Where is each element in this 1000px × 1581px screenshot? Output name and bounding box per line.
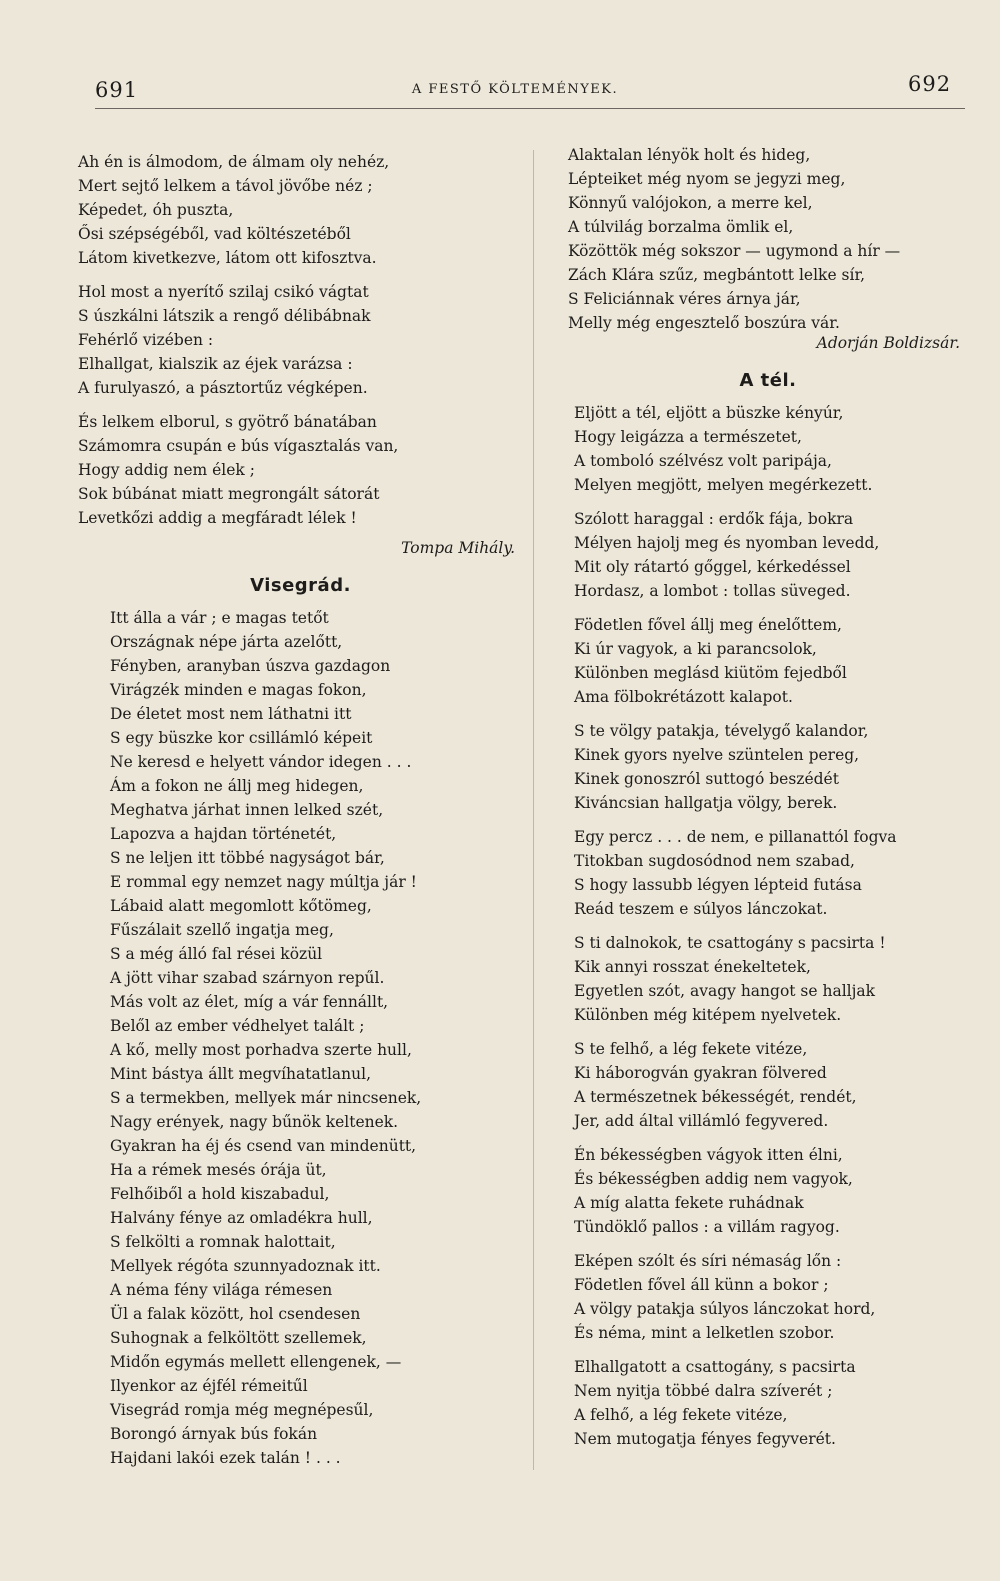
verse-line: Szólott haraggal : erdők fája, bokra	[574, 510, 854, 528]
stanza	[574, 1143, 968, 1239]
verse-line: A tomboló szélvész volt paripája,	[574, 452, 832, 470]
verse-line: Meghatva járhat innen lelked szét,	[110, 801, 384, 819]
verse-line: Hordasz, a lombot : tollas süveged.	[574, 582, 851, 600]
verse-line: A természetnek békességét, rendét,	[574, 1088, 857, 1106]
verse-line: Levetkőzi addig a megfáradt lélek !	[78, 509, 357, 527]
verse-line: E rommal egy nemzet nagy múltja jár !	[110, 873, 417, 891]
verse-line: Ama fölbokrétázott kalapot.	[574, 688, 793, 706]
verse-line: Országnak népe járta azelőtt,	[110, 633, 343, 651]
verse-line: Titokban sugdosódnod nem szabad,	[574, 852, 855, 870]
verse-line: S hogy lassubb légyen lépteid futása	[574, 876, 862, 894]
stanza	[574, 507, 968, 603]
stanza	[78, 280, 523, 400]
verse-line: Alaktalan lényök holt és hideg,	[568, 146, 811, 164]
verse-line: Mellyek régóta szunnyadoznak itt.	[110, 1257, 381, 1275]
verse-line: Egyetlen szót, avagy hangot se halljak	[574, 982, 876, 1000]
verse-line: A néma fény világa rémesen	[110, 1281, 333, 1299]
verse-line: Zách Klára szűz, megbántott lelke sír,	[568, 266, 866, 284]
stanza	[574, 613, 968, 709]
verse-line: Nagy erények, nagy bűnök keltenek.	[110, 1113, 399, 1131]
verse-line: Födetlen fővel állj meg énelőttem,	[574, 616, 842, 634]
verse-line: Közöttök még sokszor — ugymond a hír —	[568, 242, 901, 260]
verse-line: De életet most nem láthatni itt	[110, 705, 352, 723]
running-title: A FESTŐ KÖLTEMÉNYEK.	[411, 82, 619, 97]
verse-line: Gyakran ha éj és csend van mindenütt,	[110, 1137, 417, 1155]
verse-line: A túlvilág borzalma ömlik el,	[568, 218, 794, 236]
verse-line: Fehérlő vizében :	[78, 331, 214, 349]
verse-line: S a termekben, mellyek már nincsenek,	[110, 1089, 422, 1107]
stanza	[574, 401, 968, 497]
verse-line: Fűszálait szellő ingatja meg,	[110, 921, 334, 939]
verse-line: Egy percz . . . de nem, e pillanattól fogva	[574, 828, 897, 846]
verse-line: Borongó árnyak bús fokán	[110, 1425, 318, 1443]
verse-line: A kő, melly most porhadva szerte hull,	[110, 1041, 412, 1059]
verse-line: És lelkem elborul, s gyötrő bánatában	[78, 413, 377, 431]
poem-title: A tél.	[739, 370, 797, 391]
verse-line: Hajdani lakói ezek talán ! . . .	[110, 1449, 341, 1467]
verse-line: Lábaid alatt megomlott kőtömeg,	[110, 897, 372, 915]
verse-line: Eljött a tél, eljött a büszke kényúr,	[574, 404, 844, 422]
poem-visegrad	[78, 606, 523, 1470]
verse-line: És néma, mint a lelketlen szobor.	[574, 1324, 835, 1342]
verse-line: Lépteiket még nyom se jegyzi meg,	[568, 170, 846, 188]
verse-line: Látom kivetkezve, látom ott kifosztva.	[78, 249, 377, 267]
verse-line: S te felhő, a lég fekete vitéze,	[574, 1040, 808, 1058]
verse-line: Belől az ember védhelyet talált ;	[110, 1017, 365, 1035]
verse-line: Födetlen fővel áll künn a bokor ;	[574, 1276, 829, 1294]
stanza	[574, 1249, 968, 1345]
verse-line: Ősi szépségéből, vad költészetéből	[78, 225, 351, 243]
verse-line: Én békességben vágyok itten élni,	[574, 1146, 843, 1164]
stanza	[574, 825, 968, 921]
verse-line: Számomra csupán e bús vígasztalás van,	[78, 437, 399, 455]
verse-line: Nem nyitja többé dalra szíverét ;	[574, 1382, 833, 1400]
verse-line: Melyen megjött, melyen megérkezett.	[574, 476, 873, 494]
verse-line: Lapozva a hajdan történetét,	[110, 825, 337, 843]
verse-line: Midőn egymás mellett ellengenek, —	[110, 1353, 402, 1371]
verse-line: Ki háborogván gyakran fölvered	[574, 1064, 827, 1082]
verse-line: S Feliciánnak véres árnya jár,	[568, 290, 801, 308]
left-column	[78, 150, 523, 1470]
verse-line: És békességben addig nem vagyok,	[574, 1170, 853, 1188]
verse-line: Reád teszem e súlyos lánczokat.	[574, 900, 828, 918]
verse-line: Hogy addig nem élek ;	[78, 461, 255, 479]
verse-line: Ah én is álmodom, de álmam oly nehéz,	[78, 153, 390, 171]
stanza	[574, 719, 968, 815]
author-signature: Adorján Boldizsár.	[816, 334, 960, 352]
verse-line: S felkölti a romnak halottait,	[110, 1233, 336, 1251]
verse-line: Képedet, óh puszta,	[78, 201, 234, 219]
verse-line: Hogy leigázza a természetet,	[574, 428, 802, 446]
verse-line: S te völgy patakja, tévelygő kalandor,	[574, 722, 869, 740]
verse-line: Más volt az élet, míg a vár fennállt,	[110, 993, 389, 1011]
verse-line: A völgy patakja súlyos lánczokat hord,	[574, 1300, 876, 1318]
verse-line: Sok búbánat miatt megrongált sátorát	[78, 485, 380, 503]
verse-line: Ám a fokon ne állj meg hidegen,	[110, 777, 364, 795]
verse-line: Kiváncsian hallgatja völgy, berek.	[574, 794, 838, 812]
header-rule	[95, 108, 965, 109]
verse-line: Különben meglásd kiütöm fejedből	[574, 664, 847, 682]
right-page-number: 692	[908, 72, 952, 96]
verse-line: Kinek gonoszról suttogó beszédét	[574, 770, 839, 788]
verse-line: Jer, add által villámló fegyvered.	[574, 1112, 829, 1130]
verse-line: Kinek gyors nyelve szüntelen pereg,	[574, 746, 860, 764]
verse-line: S a még álló fal rései közül	[110, 945, 323, 963]
verse-line: Mélyen hajolj meg és nyomban levedd,	[574, 534, 880, 552]
stanza	[574, 931, 968, 1027]
stanza	[574, 1037, 968, 1133]
verse-line: Itt álla a vár ; e magas tetőt	[110, 609, 329, 627]
verse-line: Mint bástya állt megvíhatatlanul,	[110, 1065, 372, 1083]
verse-line: Mit oly rátartó gőggel, kérkedéssel	[574, 558, 851, 576]
verse-line: Eképen szólt és síri némaság lőn :	[574, 1252, 842, 1270]
verse-line: Elhallgatott a csattogány, s pacsirta	[574, 1358, 856, 1376]
verse-line: S egy büszke kor csillámló képeit	[110, 729, 373, 747]
verse-line: Könnyű valójokon, a merre kel,	[568, 194, 813, 212]
poem-continuation	[568, 143, 968, 335]
stanza	[78, 410, 523, 530]
verse-line: Ki úr vagyok, a ki parancsolok,	[574, 640, 817, 658]
poem-lowland	[78, 150, 523, 530]
column-divider	[533, 150, 534, 1470]
author-signature: Tompa Mihály.	[401, 539, 515, 557]
verse-line: Kik annyi rosszat énekeltetek,	[574, 958, 811, 976]
verse-line: Nem mutogatja fényes fegyverét.	[574, 1430, 836, 1448]
verse-line: Ha a rémek mesés órája üt,	[110, 1161, 327, 1179]
left-page-number: 691	[95, 78, 139, 102]
poem-winter	[568, 401, 968, 1451]
verse-line: Ül a falak között, hol csendesen	[110, 1305, 361, 1323]
verse-line: Felhőiből a hold kiszabadul,	[110, 1185, 330, 1203]
stanza	[78, 150, 523, 270]
verse-line: Melly még engesztelő boszúra vár.	[568, 314, 840, 332]
poem-title: Visegrád.	[250, 575, 351, 596]
verse-line: A furulyaszó, a pásztortűz végképen.	[78, 379, 368, 397]
verse-line: Suhognak a felköltött szellemek,	[110, 1329, 367, 1347]
verse-line: Mert sejtő lelkem a távol jövőbe néz ;	[78, 177, 373, 195]
verse-line: Különben még kitépem nyelvetek.	[574, 1006, 842, 1024]
verse-line: Ne keresd e helyett vándor idegen . . .	[110, 753, 412, 771]
verse-line: Visegrád romja még megnépesűl,	[110, 1401, 374, 1419]
verse-line: S ne leljen itt többé nagyságot bár,	[110, 849, 385, 867]
verse-line: S ti dalnokok, te csattogány s pacsirta !	[574, 934, 886, 952]
verse-line: Hol most a nyerítő szilaj csikó vágtat	[78, 283, 369, 301]
verse-line: S úszkálni látszik a rengő délibábnak	[78, 307, 371, 325]
verse-line: Ilyenkor az éjfél rémeitűl	[110, 1377, 308, 1395]
verse-line: A míg alatta fekete ruhádnak	[574, 1194, 804, 1212]
verse-line: A jött vihar szabad szárnyon repűl.	[110, 969, 385, 987]
verse-line: Tündöklő pallos : a villám ragyog.	[574, 1218, 840, 1236]
right-column	[568, 143, 968, 1461]
verse-line: Fényben, aranyban úszva gazdagon	[110, 657, 391, 675]
verse-line: Elhallgat, kialszik az éjek varázsa :	[78, 355, 353, 373]
stanza	[574, 1355, 968, 1451]
verse-line: Virágzék minden e magas fokon,	[110, 681, 367, 699]
verse-line: A felhő, a lég fekete vitéze,	[574, 1406, 788, 1424]
verse-line: Halvány fénye az omladékra hull,	[110, 1209, 373, 1227]
